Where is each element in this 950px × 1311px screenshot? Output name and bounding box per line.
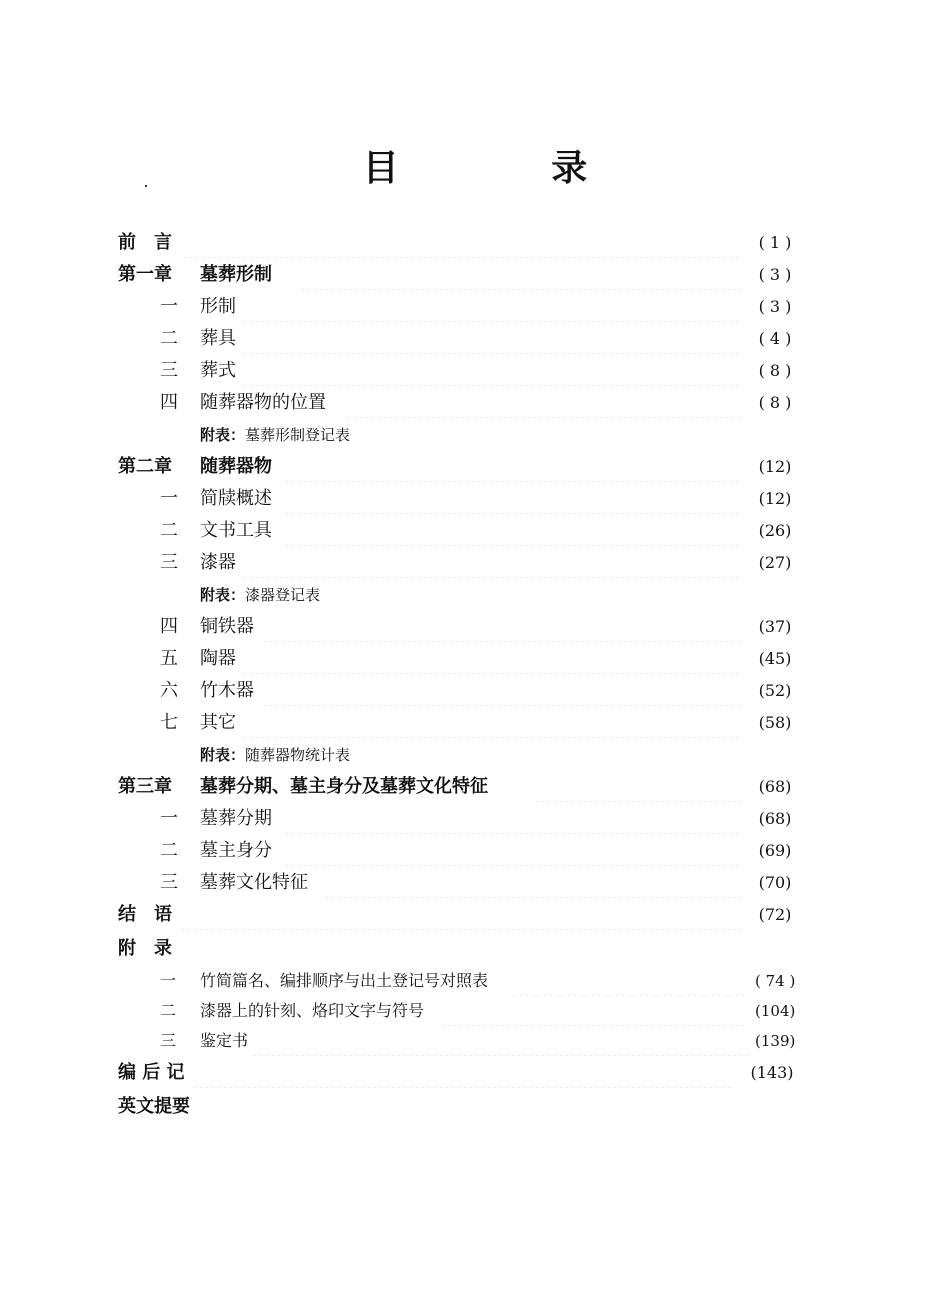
dot-leader xyxy=(242,548,742,578)
toc-title: 墓葬分期 xyxy=(200,808,272,829)
toc-entry-chapter-2[interactable] xyxy=(0,452,950,482)
toc-page: ( 3 ) xyxy=(758,265,792,284)
toc-page: ( 74 ) xyxy=(755,972,796,990)
toc-label: 结 语 xyxy=(118,904,172,925)
toc-page: (70) xyxy=(758,873,792,892)
toc-entry[interactable] xyxy=(0,324,950,354)
toc-page: (27) xyxy=(758,553,792,572)
toc-entry-chapter-3[interactable] xyxy=(0,772,950,802)
dot-leader xyxy=(242,708,742,738)
dot-leader xyxy=(324,868,742,898)
toc-page: (143) xyxy=(750,1063,794,1082)
toc-page: ( 1 ) xyxy=(758,233,792,252)
toc-label: 第二章 xyxy=(118,456,172,477)
dot-leader xyxy=(242,644,742,674)
dot-leader xyxy=(242,356,742,386)
toc-number: 一 xyxy=(160,808,178,829)
toc-page: (12) xyxy=(758,457,792,476)
dot-leader xyxy=(512,966,748,996)
toc-entry[interactable] xyxy=(0,996,950,1026)
toc-page: (68) xyxy=(758,777,792,796)
toc-title: 文书工具 xyxy=(200,520,272,541)
toc-entry[interactable] xyxy=(0,804,950,834)
toc-entry[interactable] xyxy=(0,644,950,674)
toc-number: 一 xyxy=(160,296,178,317)
toc-number: 二 xyxy=(160,328,178,349)
toc-entry[interactable] xyxy=(0,548,950,578)
toc-title: 随葬器物的位置 xyxy=(200,392,326,413)
toc-entry[interactable] xyxy=(0,868,950,898)
appendix-table-note[interactable] xyxy=(200,744,350,765)
toc-number: 三 xyxy=(160,552,178,573)
toc-entry[interactable] xyxy=(0,676,950,706)
toc-entry[interactable] xyxy=(0,708,950,738)
appendix-text: 随葬器物统计表 xyxy=(245,746,351,764)
dot-leader xyxy=(284,452,742,482)
dot-leader xyxy=(252,1026,748,1056)
dot-leader xyxy=(284,484,742,514)
toc-entry[interactable] xyxy=(0,966,950,996)
toc-number: 二 xyxy=(160,1001,177,1020)
toc-number: 四 xyxy=(160,392,178,413)
toc-page: (139) xyxy=(755,1032,796,1050)
toc-title: 鉴定书 xyxy=(200,1031,249,1050)
toc-page: (45) xyxy=(758,649,792,668)
toc-title: 墓葬文化特征 xyxy=(200,872,308,893)
toc-title: 随葬器物 xyxy=(200,456,272,477)
toc-title: 漆器上的针刻、烙印文字与符号 xyxy=(200,1001,425,1020)
appendix-prefix: 附表： xyxy=(200,586,246,604)
toc-entry-english-abstract[interactable] xyxy=(0,1092,950,1122)
dot-leader xyxy=(180,900,742,930)
toc-entry-preface[interactable] xyxy=(0,228,950,258)
toc-title: 陶器 xyxy=(200,648,236,669)
dot-leader xyxy=(242,292,742,322)
toc-title: 漆器 xyxy=(200,552,236,573)
dot-leader xyxy=(300,260,742,290)
toc-entry-appendix[interactable] xyxy=(0,934,950,964)
appendix-table-note[interactable] xyxy=(200,584,320,605)
toc-title: 简牍概述 xyxy=(200,488,272,509)
toc-entry[interactable] xyxy=(0,612,950,642)
toc-number: 三 xyxy=(160,360,178,381)
toc-number: 三 xyxy=(160,1031,177,1050)
scan-speck xyxy=(145,185,147,187)
toc-entry-chapter-1[interactable] xyxy=(0,260,950,290)
toc-page: ( 4 ) xyxy=(758,329,792,348)
dot-leader xyxy=(182,228,742,258)
toc-number: 二 xyxy=(160,840,178,861)
toc-entry[interactable] xyxy=(0,292,950,322)
toc-page: ( 3 ) xyxy=(758,297,792,316)
toc-page: (69) xyxy=(758,841,792,860)
toc-page: (68) xyxy=(758,809,792,828)
dot-leader xyxy=(192,1058,732,1088)
toc-page: (104) xyxy=(755,1002,796,1020)
dot-leader xyxy=(284,516,742,546)
toc-label: 附 录 xyxy=(118,938,172,959)
toc-label: 英文提要 xyxy=(118,1096,190,1117)
appendix-prefix: 附表： xyxy=(200,426,246,444)
page-title: 目 录 xyxy=(362,148,658,189)
toc-page: ( 8 ) xyxy=(758,393,792,412)
toc-page: (52) xyxy=(758,681,792,700)
toc-entry-afterword[interactable] xyxy=(0,1058,950,1088)
dot-leader xyxy=(284,804,742,834)
toc-page: (58) xyxy=(758,713,792,732)
toc-page: (26) xyxy=(758,521,792,540)
toc-number: 六 xyxy=(160,680,178,701)
toc-page: ( 8 ) xyxy=(758,361,792,380)
dot-leader xyxy=(262,676,742,706)
toc-number: 一 xyxy=(160,488,178,509)
toc-entry[interactable] xyxy=(0,836,950,866)
dot-leader xyxy=(534,772,742,802)
toc-label: 编 后 记 xyxy=(118,1062,185,1083)
toc-title: 铜铁器 xyxy=(200,616,254,637)
toc-entry[interactable] xyxy=(0,388,950,418)
toc-number: 七 xyxy=(160,712,178,733)
toc-title: 墓葬分期、墓主身分及墓葬文化特征 xyxy=(200,776,488,797)
toc-number: 四 xyxy=(160,616,178,637)
toc-title: 竹简篇名、编排顺序与出土登记号对照表 xyxy=(200,971,489,990)
toc-entry-conclusion[interactable] xyxy=(0,900,950,930)
toc-label: 第三章 xyxy=(118,776,172,797)
dot-leader xyxy=(440,996,748,1026)
toc-entry[interactable] xyxy=(0,356,950,386)
toc-number: 三 xyxy=(160,872,178,893)
toc-number: 五 xyxy=(160,648,178,669)
toc-number: 一 xyxy=(160,971,177,990)
toc-entry[interactable] xyxy=(0,484,950,514)
toc-entry[interactable] xyxy=(0,516,950,546)
toc-title: 其它 xyxy=(200,712,236,733)
toc-title: 墓主身分 xyxy=(200,840,272,861)
toc-entry[interactable] xyxy=(0,1026,950,1056)
toc-number: 二 xyxy=(160,520,178,541)
appendix-table-note[interactable] xyxy=(200,424,350,445)
dot-leader xyxy=(284,836,742,866)
appendix-text: 漆器登记表 xyxy=(245,586,321,604)
toc-title: 葬具 xyxy=(200,328,236,349)
toc-label: 第一章 xyxy=(118,264,172,285)
toc-page: (37) xyxy=(758,617,792,636)
toc-title: 葬式 xyxy=(200,360,236,381)
toc-title: 竹木器 xyxy=(200,680,254,701)
toc-title: 墓葬形制 xyxy=(200,264,272,285)
dot-leader xyxy=(262,612,742,642)
appendix-text: 墓葬形制登记表 xyxy=(245,426,351,444)
toc-page: (72) xyxy=(758,905,792,924)
toc-label: 前 言 xyxy=(118,232,172,253)
dot-leader xyxy=(346,388,742,418)
appendix-prefix: 附表： xyxy=(200,746,246,764)
toc-page: (12) xyxy=(758,489,792,508)
toc-title: 形制 xyxy=(200,296,236,317)
dot-leader xyxy=(242,324,742,354)
